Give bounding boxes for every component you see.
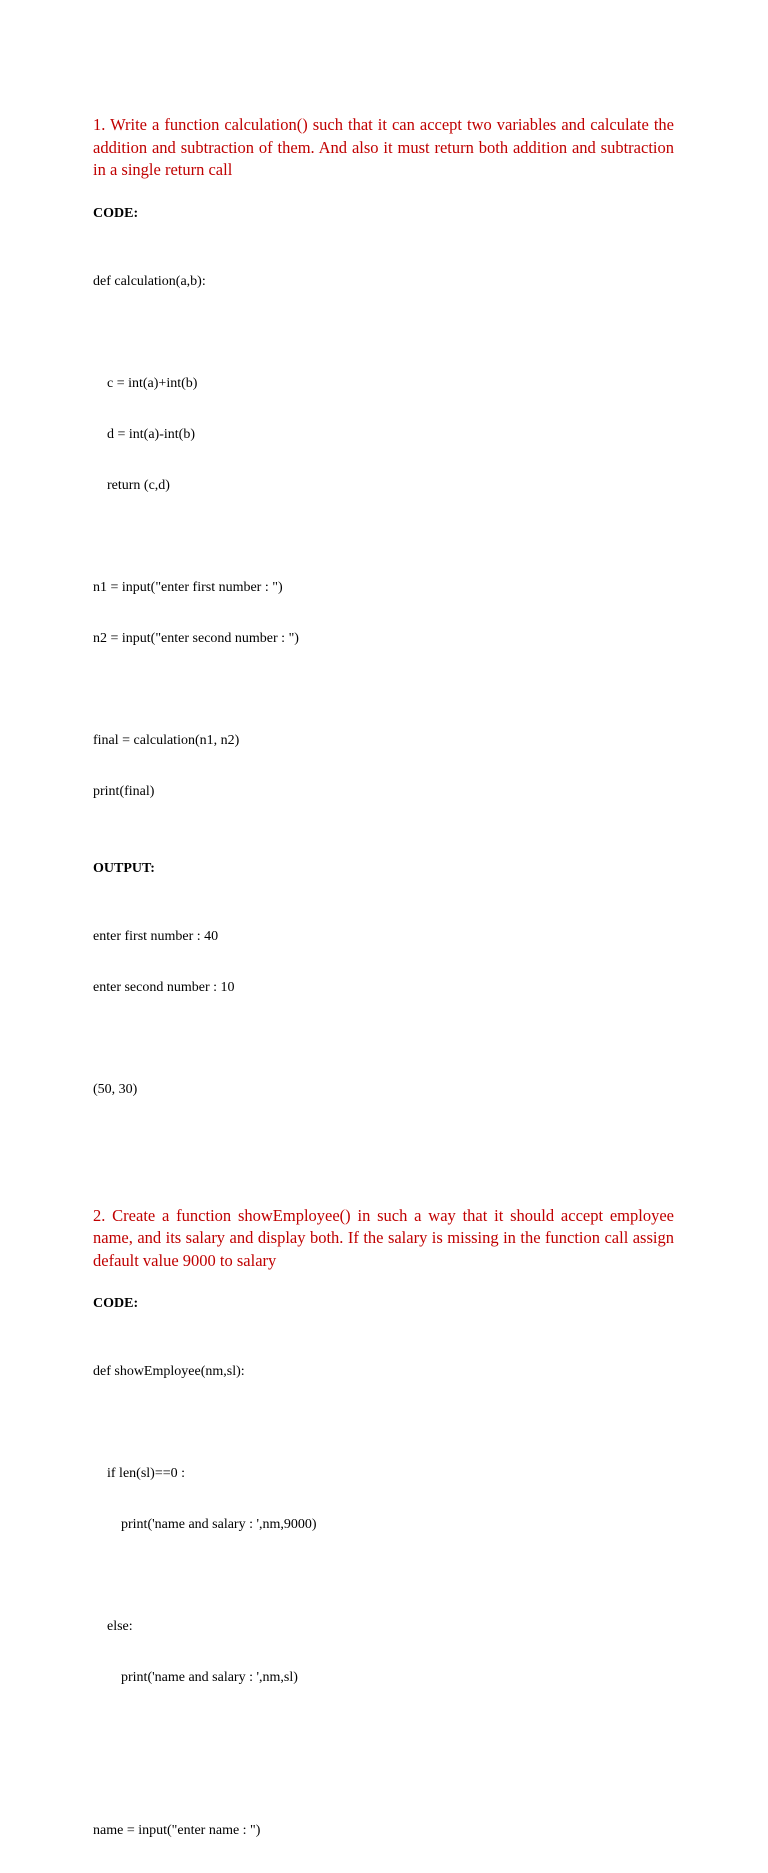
code-line: c = int(a)+int(b) bbox=[93, 375, 198, 391]
code-line: d = int(a)-int(b) bbox=[93, 426, 195, 442]
code-line: print(final) bbox=[93, 783, 155, 799]
code-line bbox=[93, 1567, 674, 1584]
code-line: n2 = input("enter second number : ") bbox=[93, 630, 299, 646]
output-line: enter first number : 40 bbox=[93, 928, 219, 944]
code-line bbox=[93, 1414, 674, 1431]
output-line: enter second number : 10 bbox=[93, 979, 235, 995]
q1-code-heading: CODE: bbox=[93, 205, 139, 221]
q2-code-block bbox=[93, 1329, 674, 1873]
code-line: def showEmployee(nm,sl): bbox=[93, 1364, 245, 1379]
q1-output-block bbox=[93, 894, 674, 1132]
q2-code-heading: CODE: bbox=[93, 1296, 139, 1311]
q1-code-block bbox=[93, 239, 674, 834]
code-line: n1 = input("enter first number : ") bbox=[93, 579, 283, 595]
code-line bbox=[93, 528, 674, 545]
question-2-text: 2. Create a function showEmployee() in such a way that it should accept employee name, and its salary and display both. If the salary is missing in the function call assign default value 9000 to salary bbox=[93, 1205, 674, 1270]
code-line bbox=[93, 1771, 674, 1788]
code-line: name = input("enter name : ") bbox=[93, 1823, 261, 1838]
code-line bbox=[93, 1720, 674, 1737]
code-line bbox=[93, 324, 674, 341]
output-line bbox=[93, 1030, 674, 1047]
code-line bbox=[93, 681, 674, 698]
question-1-text: 1. Write a function calculation() such that it can accept two variables and calculate the addition and subtraction of them. And also it must return both addition and subtraction in a single return call bbox=[93, 115, 674, 179]
code-line: print('name and salary : ',nm,9000) bbox=[93, 1517, 317, 1532]
document-page bbox=[93, 114, 674, 1873]
code-line: if len(sl)==0 : bbox=[93, 1466, 185, 1481]
code-line: else: bbox=[93, 1619, 133, 1634]
code-line: final = calculation(n1, n2) bbox=[93, 732, 240, 748]
q1-output-heading: OUTPUT: bbox=[93, 860, 155, 876]
code-line: return (c,d) bbox=[93, 477, 170, 493]
code-line: def calculation(a,b): bbox=[93, 273, 206, 289]
code-line: print('name and salary : ',nm,sl) bbox=[93, 1670, 298, 1685]
output-line: (50, 30) bbox=[93, 1081, 138, 1097]
